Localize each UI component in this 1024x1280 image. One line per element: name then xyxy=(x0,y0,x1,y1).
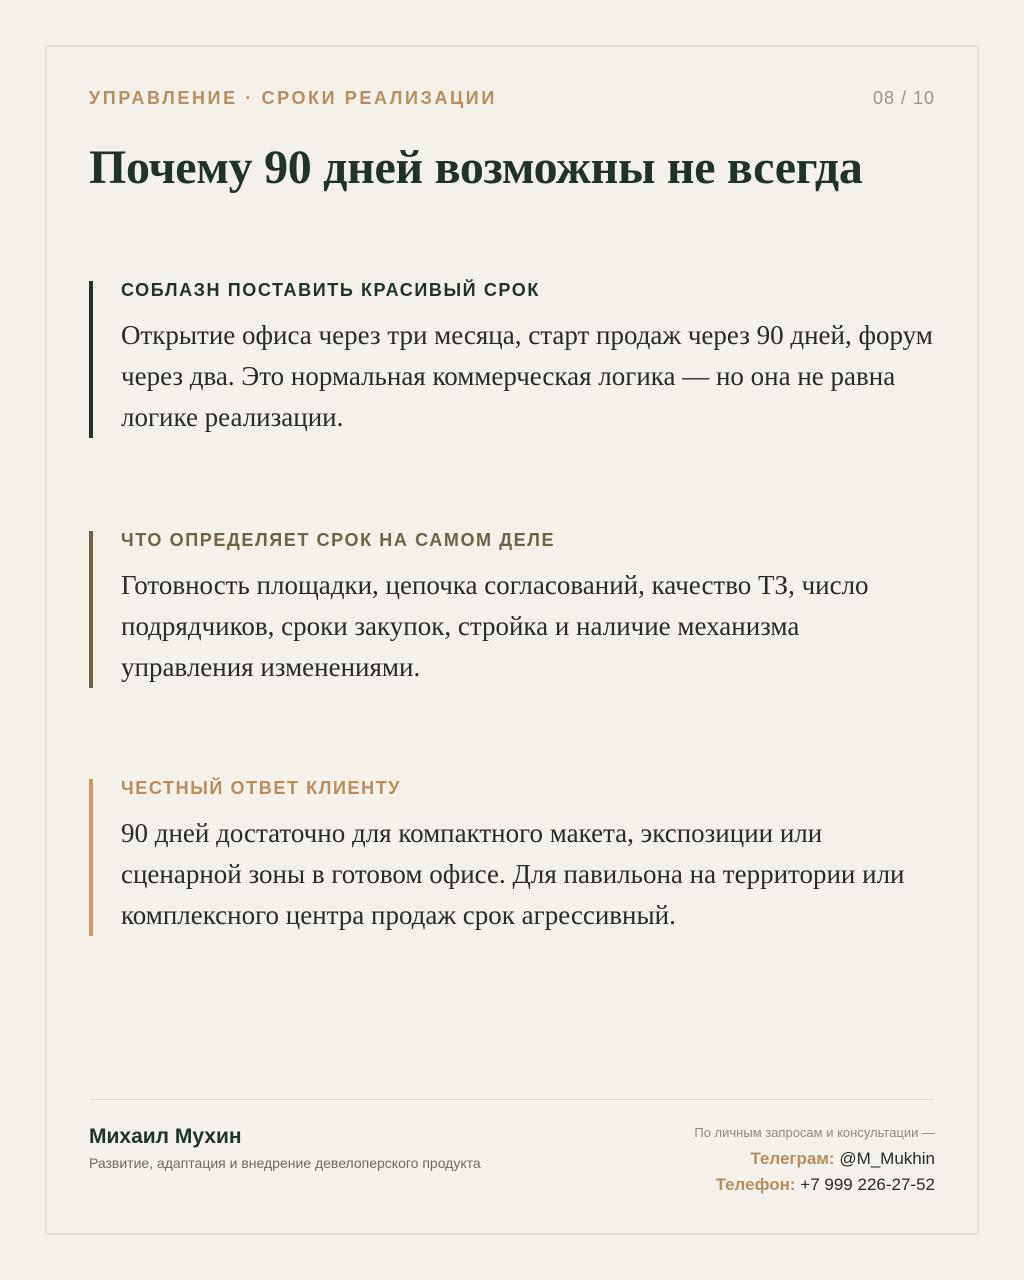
section-heading: СОБЛАЗН ПОСТАВИТЬ КРАСИВЫЙ СРОК xyxy=(121,280,540,300)
section-heading: ЧЕСТНЫЙ ОТВЕТ КЛИЕНТУ xyxy=(121,778,402,798)
section-tempting-deadline xyxy=(89,281,935,438)
author-role: Развитие, адаптация и внедрение девелоперского продукта xyxy=(89,1155,481,1171)
section-text: Готовность площадки, цепочка согласований, качество ТЗ, число подрядчиков, сроки закупок, стройка и наличие механизма управления изменениями. xyxy=(121,570,869,682)
section-honest-answer xyxy=(89,779,935,936)
section-text: 90 дней достаточно для компактного макета, экспозиции или сценарной зоны в готовом офисе. Для павильона на территории или комплексного центра продаж срок агрессивный. xyxy=(121,818,905,930)
phone-value[interactable]: +7 999 226-27-52 xyxy=(800,1175,935,1194)
section-real-factors xyxy=(89,531,935,688)
author-name: Михаил Мухин xyxy=(89,1125,242,1148)
page-title: Почему 90 дней возможны не всегда xyxy=(89,141,863,194)
page-counter: 08 / 10 xyxy=(872,88,935,108)
section-heading: ЧТО ОПРЕДЕЛЯЕТ СРОК НА САМОМ ДЕЛЕ xyxy=(121,530,556,550)
contact-block xyxy=(694,1125,935,1198)
telegram-label: Телеграм: xyxy=(750,1149,835,1168)
section-text: Открытие офиса через три месяца, старт продаж через 90 дней, форум через два. Это нормальная коммерческая логика — но она не равна логике реализации. xyxy=(121,320,933,432)
section-eyebrow: УПРАВЛЕНИЕ · СРОКИ РЕАЛИЗАЦИИ xyxy=(89,88,497,108)
footer-divider xyxy=(89,1099,935,1100)
phone-label: Телефон: xyxy=(715,1175,796,1194)
telegram-contact[interactable] xyxy=(694,1146,935,1172)
phone-contact[interactable] xyxy=(694,1172,935,1198)
telegram-value[interactable]: @M_Mukhin xyxy=(839,1149,935,1168)
contact-note: По личным запросам и консультации — xyxy=(694,1125,935,1140)
